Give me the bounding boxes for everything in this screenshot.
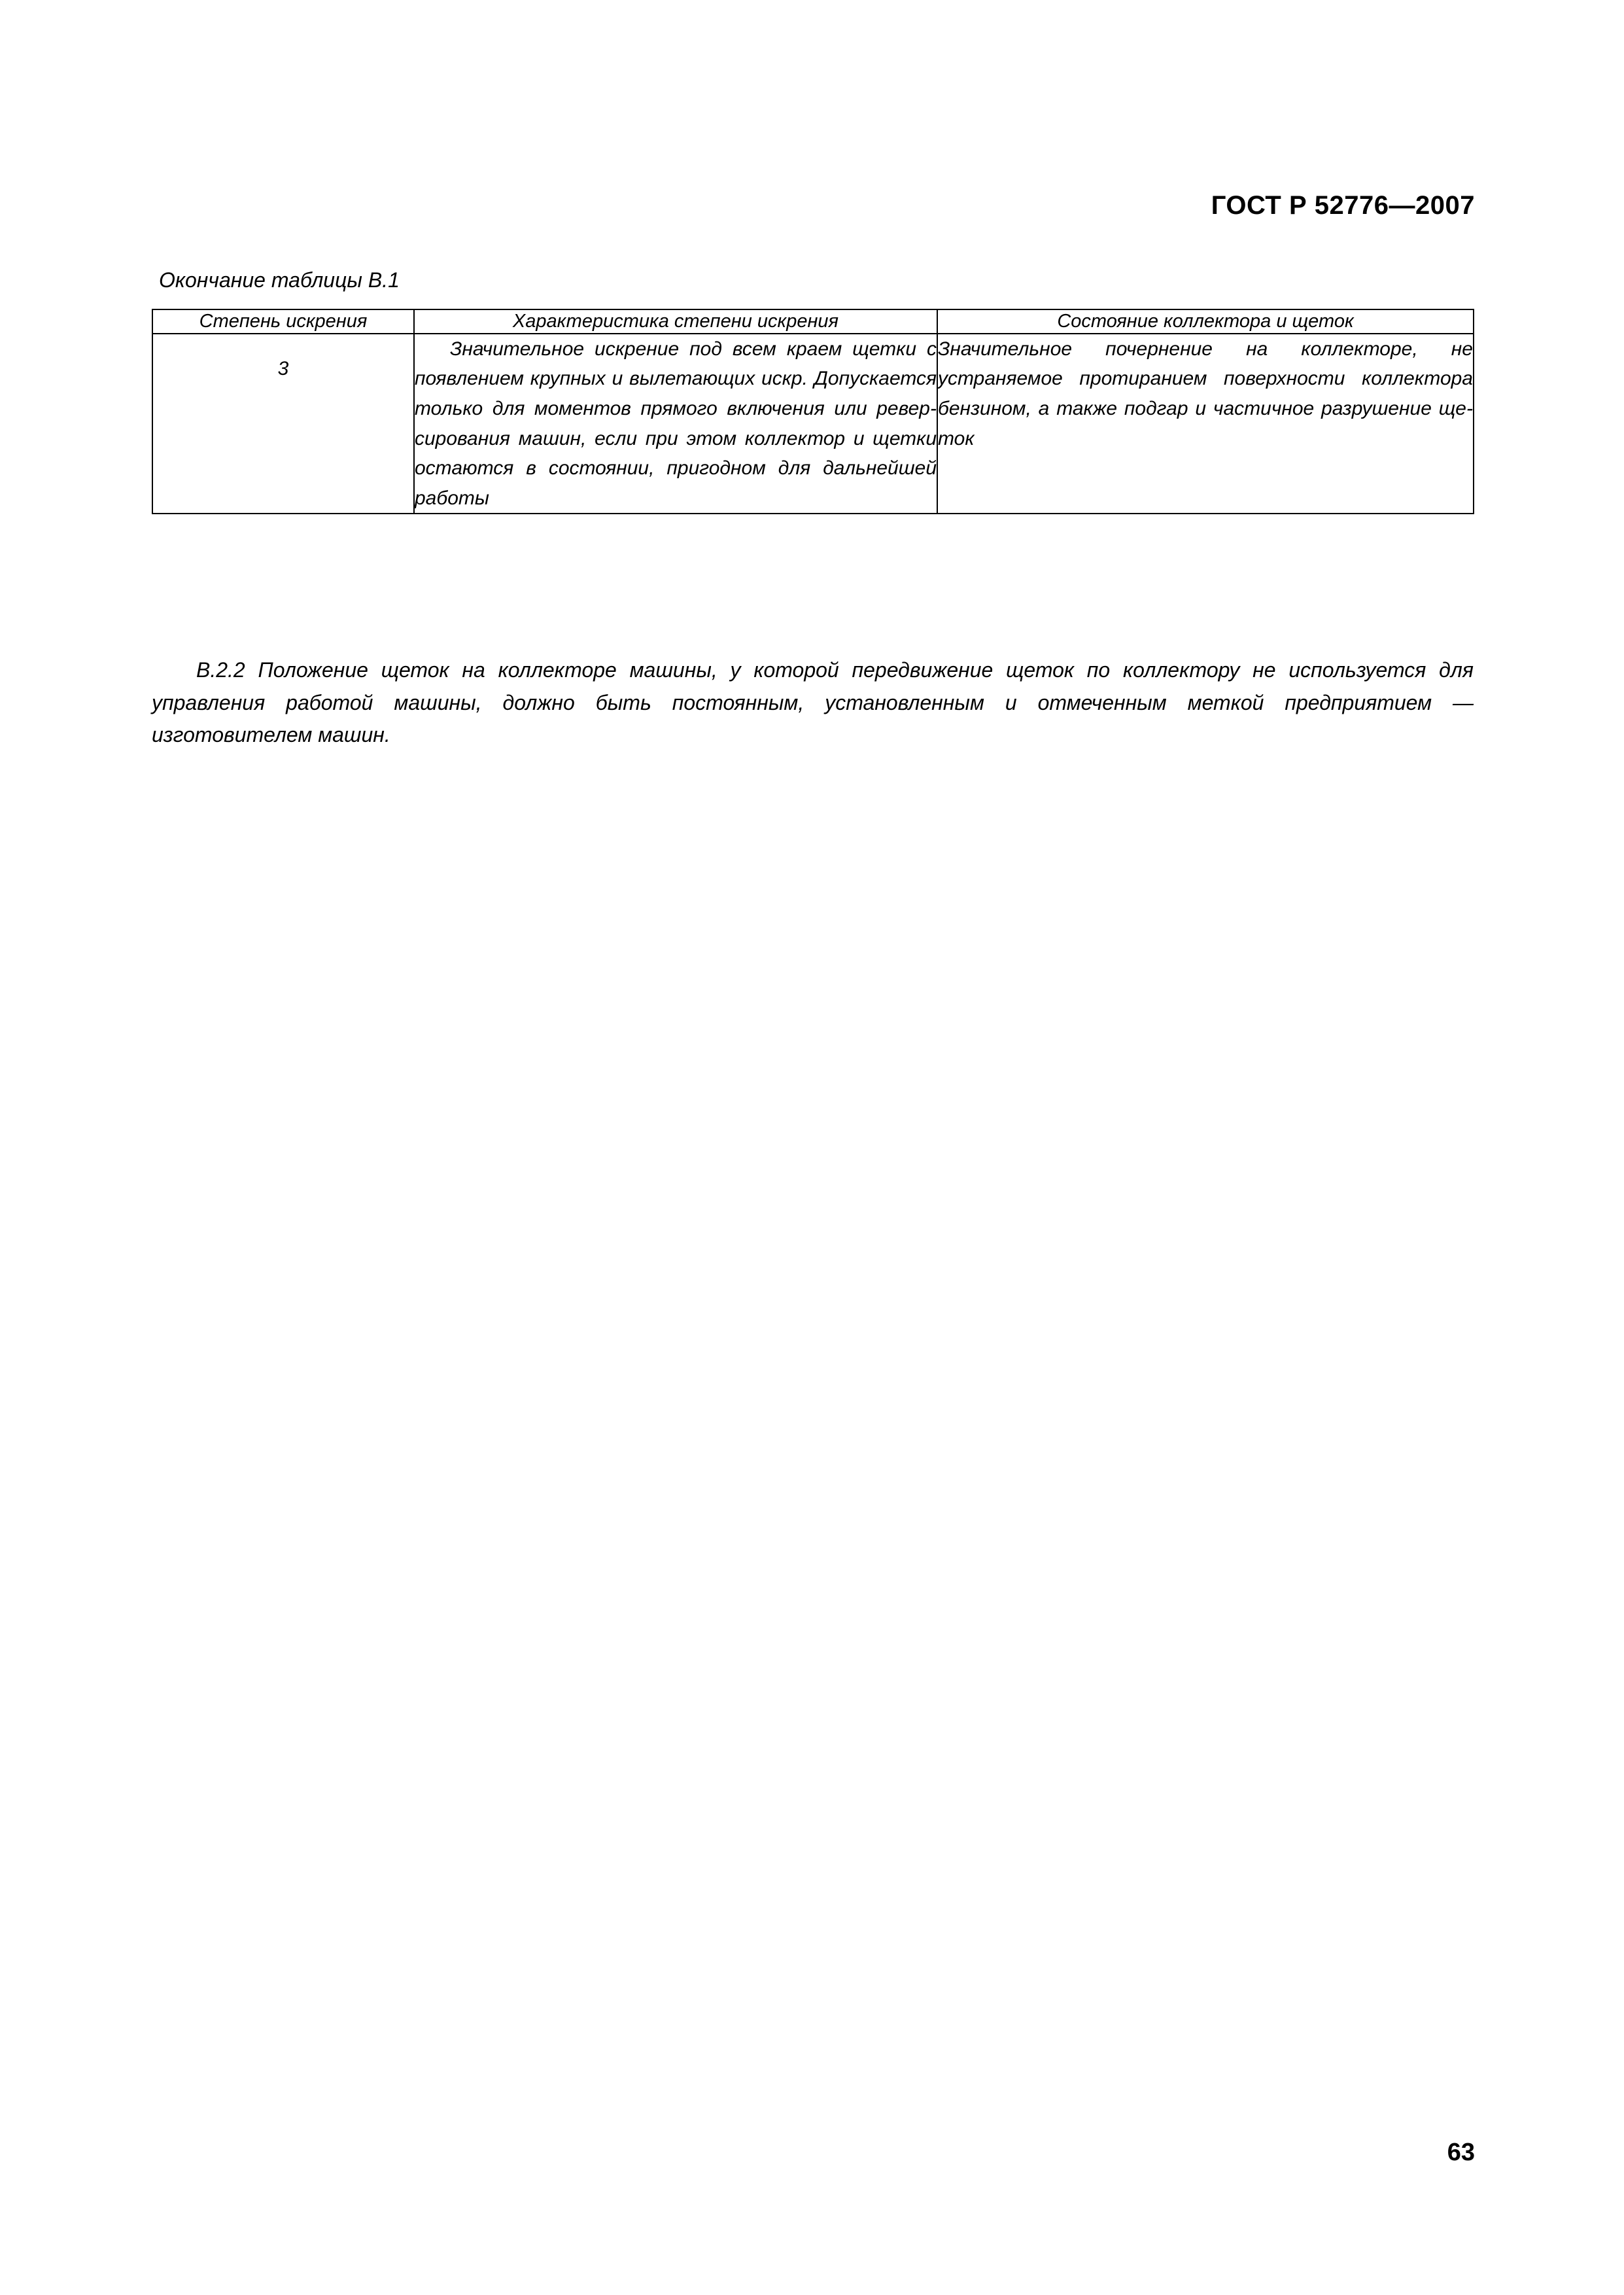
table-header-characteristic: Характеристика степени искрения (414, 309, 937, 334)
table-caption: Окончание таблицы В.1 (159, 268, 400, 292)
table-header-row (152, 309, 1474, 334)
page-number: 63 (1447, 2139, 1475, 2166)
sparking-degree-table (152, 309, 1474, 514)
cell-characteristic (414, 334, 937, 514)
table-header-state: Состояние коллектора и щеток (937, 309, 1474, 334)
table-row (152, 334, 1474, 514)
body-paragraph-b22 (152, 654, 1474, 752)
table-container (152, 309, 1473, 514)
page-title: ГОСТ Р 52776—2007 (1211, 191, 1475, 220)
cell-state (937, 334, 1474, 514)
cell-degree: 3 (152, 334, 414, 514)
cell-state-text: Значительное почернение на коллекторе, не устраняемое протиранием поверхности коллектора бензином, а также подгар и частичное разрушение щеток (938, 338, 1473, 449)
table-header-degree: Степень искрения (152, 309, 414, 334)
cell-characteristic-text: Значительное искрение под всем краем щетки с появлением крупных и вылетающих искр. Допускается только для моментов прямого включения или реверсирования машин, если при этом коллектор и щетки остаются в состоянии, пригодном для дальнейшей работы (415, 338, 937, 509)
body-paragraph-b22-text: В.2.2 Положение щеток на коллекторе машины, у которой передвижение щеток по коллектору не используется для управления работой машины, должно быть постоянным, установленным и отмеченным меткой предприятием — изготовителем машин. (152, 658, 1474, 747)
